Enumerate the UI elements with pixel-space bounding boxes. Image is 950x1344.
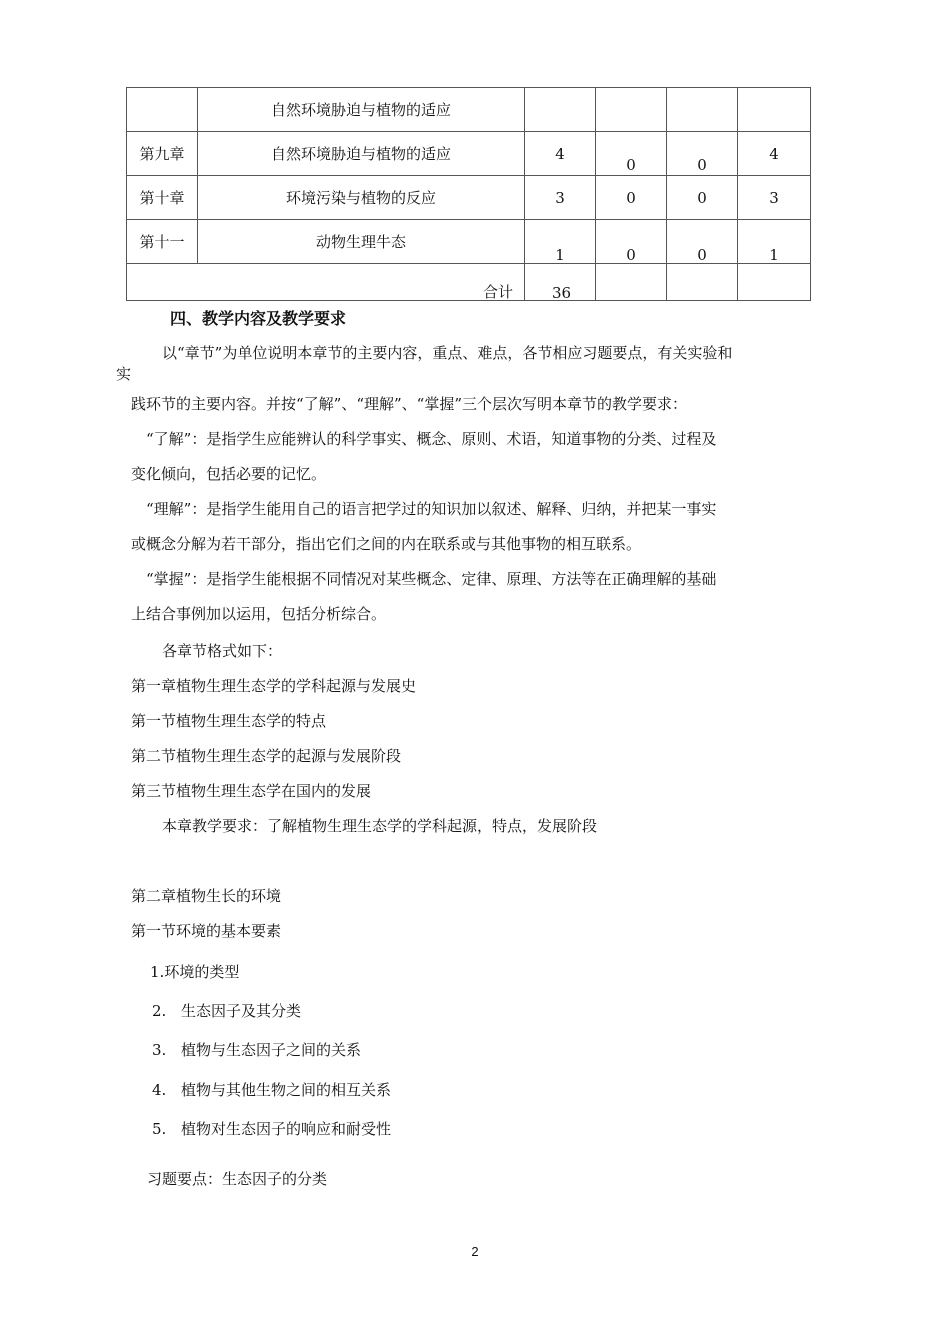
chapter-cell	[127, 88, 198, 132]
table-row	[127, 176, 811, 220]
title-cell: 自然环境胁迫与植物的适应	[198, 132, 525, 176]
chapter-2-section-1: 第一节环境的基本要素	[131, 922, 282, 940]
table-row	[127, 220, 811, 264]
hours-cell	[738, 132, 811, 176]
hours-value: 4	[555, 144, 565, 163]
hours-cell	[525, 88, 596, 132]
hours-cell	[525, 220, 596, 264]
chapter-1-title: 第一章植物生理生态学的学科起源与发展史	[131, 677, 417, 695]
list-text: 环境的类型	[164, 963, 240, 981]
hours-cell: 3	[525, 176, 596, 220]
definition-comprehend-1: “理解”：是指学生能用自己的语言把学过的知识加以叙述、解释、归纳，并把某一事实	[146, 500, 717, 518]
intro-line-2: 践环节的主要内容。并按“了解”、“理解”、“掌握”三个层次写明本章节的教学要求：	[131, 395, 688, 413]
total-label-cell	[127, 264, 525, 301]
definition-understand-2: 变化倾向，包括必要的记忆。	[131, 465, 327, 483]
definition-understand-1: “了解”：是指学生应能辨认的科学事实、概念、原则、术语，知道事物的分类、过程及	[146, 430, 717, 448]
table-row	[127, 132, 811, 176]
format-intro: 各章节格式如下：	[162, 642, 283, 660]
chapter-1-section-2: 第二节植物生理生态学的起源与发展阶段	[131, 747, 402, 765]
list-item	[152, 1043, 361, 1058]
hours-cell	[596, 88, 667, 132]
chapter-cell: 第十章	[127, 176, 198, 220]
hours-cell: 0	[667, 176, 738, 220]
hours-value: 1	[555, 245, 565, 264]
list-number: 1.	[150, 963, 165, 981]
list-text: 植物与生态因子之间的关系	[181, 1041, 362, 1059]
intro-line-1: 以“章节”为单位说明本章节的主要内容，重点、难点，各节相应习题要点，有关实验和	[162, 344, 733, 362]
chapter-1-section-3: 第三节植物生理生态学在国内的发展	[131, 782, 372, 800]
total-value: 36	[552, 284, 572, 301]
total-label: 合计	[482, 283, 513, 301]
chapter-1-requirement: 本章教学要求：了解植物生理生态学的学科起源，特点，发展阶段	[162, 817, 598, 835]
list-item	[152, 1004, 301, 1019]
list-item	[152, 1122, 391, 1137]
hours-cell	[596, 132, 667, 176]
hours-value: 0	[626, 155, 636, 174]
hours-cell	[738, 88, 811, 132]
title-cell: 环境污染与植物的反应	[198, 176, 525, 220]
list-item	[152, 1083, 391, 1098]
total-value-cell	[525, 264, 596, 301]
list-text: 生态因子及其分类	[181, 1002, 302, 1020]
hours-cell	[667, 220, 738, 264]
list-text: 植物对生态因子的响应和耐受性	[181, 1120, 392, 1138]
list-number: 3.	[152, 1041, 167, 1059]
title-cell: 动物生理牛态	[198, 220, 525, 264]
chapter-2-title: 第二章植物生长的环境	[131, 887, 282, 905]
hours-value: 4	[769, 144, 779, 163]
definition-master-2: 上结合事例加以运用，包括分析综合。	[131, 605, 387, 623]
hours-cell	[596, 264, 667, 301]
hours-cell	[667, 132, 738, 176]
hours-value: 0	[697, 155, 707, 174]
hours-cell: 0	[596, 176, 667, 220]
definition-comprehend-2: 或概念分解为若干部分，指出它们之间的内在联系或与其他事物的相互联系。	[131, 535, 642, 553]
chapter-cell: 第十一	[127, 220, 198, 264]
list-text: 植物与其他生物之间的相互关系	[181, 1081, 392, 1099]
hours-cell	[667, 88, 738, 132]
list-number: 4.	[152, 1081, 167, 1099]
hours-cell	[738, 220, 811, 264]
chapter-1-section-1: 第一节植物生理生态学的特点	[131, 712, 327, 730]
hours-cell	[738, 264, 811, 301]
chapter-cell: 第九章	[127, 132, 198, 176]
exercise-points: 习题要点：生态因子的分类	[147, 1170, 328, 1188]
hours-value: 1	[769, 245, 779, 264]
section-heading: 四、教学内容及教学要求	[170, 309, 347, 328]
list-number: 2.	[152, 1002, 167, 1020]
hours-value: 0	[697, 245, 707, 264]
hours-value: 0	[626, 245, 636, 264]
hours-cell	[596, 220, 667, 264]
intro-line-1-wrap: 实	[116, 365, 132, 383]
list-number: 5.	[152, 1120, 167, 1138]
hours-cell	[667, 264, 738, 301]
list-item	[150, 965, 239, 980]
table-row-total	[127, 264, 811, 301]
title-cell: 自然环境胁迫与植物的适应	[198, 88, 525, 132]
table-row	[127, 88, 811, 132]
definition-master-1: “掌握”：是指学生能根据不同情况对某些概念、定律、原理、方法等在正确理解的基础	[146, 570, 717, 588]
page-number: 2	[471, 1244, 479, 1259]
hours-cell: 3	[738, 176, 811, 220]
hours-table	[126, 87, 811, 301]
hours-cell	[525, 132, 596, 176]
